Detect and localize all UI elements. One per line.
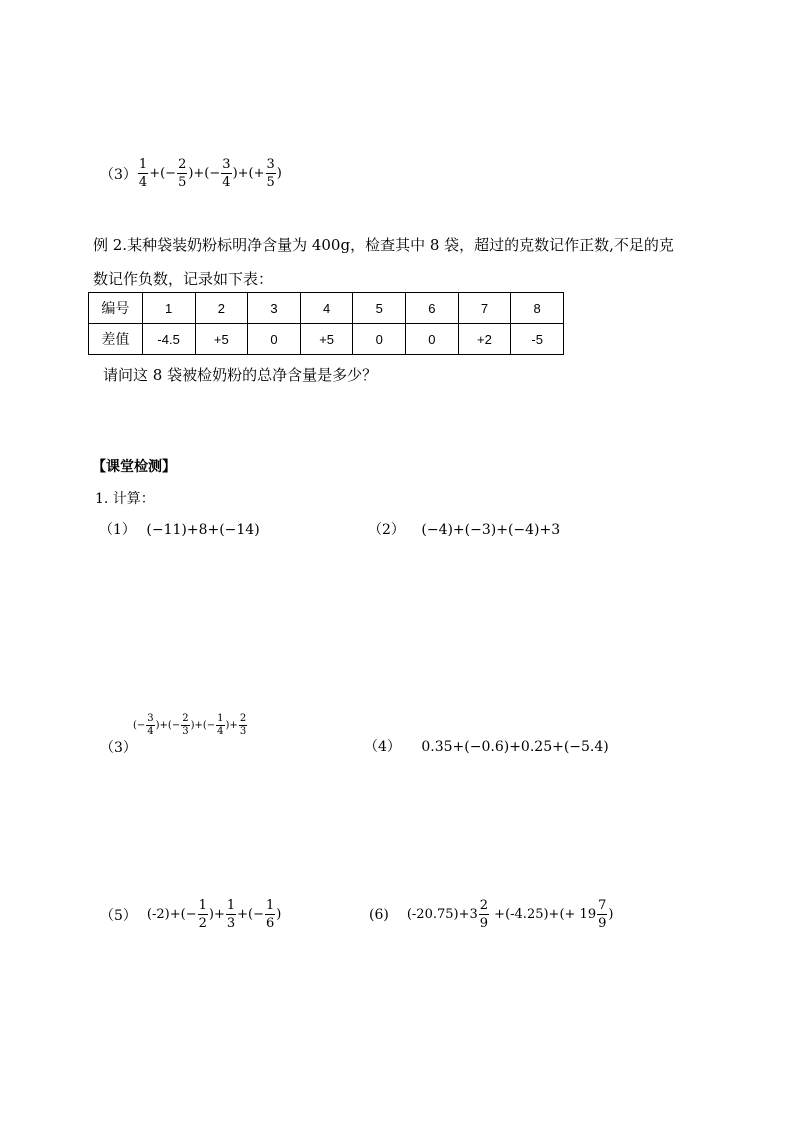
problem-expression: (−11)+8+(−14) <box>146 522 260 538</box>
fraction: $\frac{1}{2}$ <box>198 898 207 931</box>
table-cell: +5 <box>300 324 353 355</box>
fraction: $\frac{3}{4}$ <box>222 157 231 190</box>
problem-1 <box>99 519 260 539</box>
table-header-cell: 差值 <box>89 324 143 355</box>
table-cell: 5 <box>353 293 406 324</box>
table-cell: 2 <box>195 293 248 324</box>
fraction: $\frac{2}{5}$ <box>178 157 187 190</box>
fraction: $\frac{1}{3}$ <box>226 898 236 931</box>
fraction: $\frac{2}{3}$ <box>182 713 189 737</box>
operator: +(− <box>237 907 264 922</box>
operator: )+(+ <box>232 166 265 181</box>
fraction: $\frac{2}{9}$ <box>479 898 489 931</box>
table-cell: 0 <box>248 324 301 355</box>
problem-label: (6) <box>369 906 389 923</box>
table-row <box>89 293 564 324</box>
table-cell: +5 <box>195 324 248 355</box>
problem-label: （1） <box>99 522 136 538</box>
table-cell: 0 <box>353 324 406 355</box>
fraction: $\frac{1}{6}$ <box>265 898 275 931</box>
problem-3-label: （3） <box>100 740 137 756</box>
table-cell: 7 <box>458 293 511 324</box>
fraction: $\frac{7}{9}$ <box>598 898 607 931</box>
problem-6 <box>369 899 613 930</box>
table-cell: +2 <box>458 324 511 355</box>
fraction: $\frac{1}{4}$ <box>217 713 224 737</box>
fraction: $\frac{1}{4}$ <box>138 157 148 190</box>
operator: ) <box>608 907 614 922</box>
problem-expression: 0.35+(−0.6)+0.25+(−5.4) <box>421 739 609 755</box>
problem-3-top <box>100 158 282 189</box>
operator: (-20.75)+3 <box>406 907 478 922</box>
table-cell: -4.5 <box>142 324 195 355</box>
table-cell: 4 <box>300 293 353 324</box>
problem-label: （3） <box>100 166 137 183</box>
problem-label: （4） <box>364 739 401 755</box>
operator: )+(− <box>188 166 221 181</box>
problem-3-expression <box>133 714 248 737</box>
fraction: $\frac{3}{5}$ <box>266 157 275 190</box>
problem-expression: (−4)+(−3)+(−4)+3 <box>421 522 561 538</box>
table-cell: -5 <box>511 324 564 355</box>
example-2-line-2: 数记作负数，记录如下表： <box>93 270 274 288</box>
operator: +(− <box>149 166 177 181</box>
operator: (-2)+(− <box>146 907 197 922</box>
table-cell: 1 <box>142 293 195 324</box>
section-heading: 【课堂检测】 <box>92 459 176 475</box>
operator: )+ <box>225 720 238 731</box>
operator: )+(− <box>190 720 216 731</box>
operator: +(-4.25)+(+ 19 <box>490 907 597 922</box>
operator: (− <box>133 720 146 731</box>
problem-4 <box>364 736 609 756</box>
operator: )+ <box>208 907 225 922</box>
table-header-cell: 编号 <box>89 293 143 324</box>
problem-label: （2） <box>368 522 405 538</box>
example-2-question: 请问这 8 袋被检奶粉的总净含量是多少？ <box>103 366 378 384</box>
operator: ) <box>276 166 282 181</box>
example-2-line-1: 例 2.某种袋装奶粉标明净含量为 400g，检查其中 8 袋，超过的克数记作正数,不足的克 <box>93 236 674 254</box>
table-cell: 8 <box>511 293 564 324</box>
operator: ) <box>276 907 282 922</box>
table-cell: 0 <box>406 324 459 355</box>
problem-2 <box>368 519 560 539</box>
table-row <box>89 324 564 355</box>
problem-label: （5） <box>100 907 137 924</box>
item-1-title: 1. 计算： <box>95 491 155 507</box>
data-table <box>88 292 564 355</box>
problem-5 <box>100 899 281 930</box>
fraction: $\frac{2}{3}$ <box>239 713 247 737</box>
table-cell: 6 <box>406 293 459 324</box>
fraction: $\frac{3}{4}$ <box>147 713 154 737</box>
operator: )+(− <box>155 720 181 731</box>
table-cell: 3 <box>248 293 301 324</box>
